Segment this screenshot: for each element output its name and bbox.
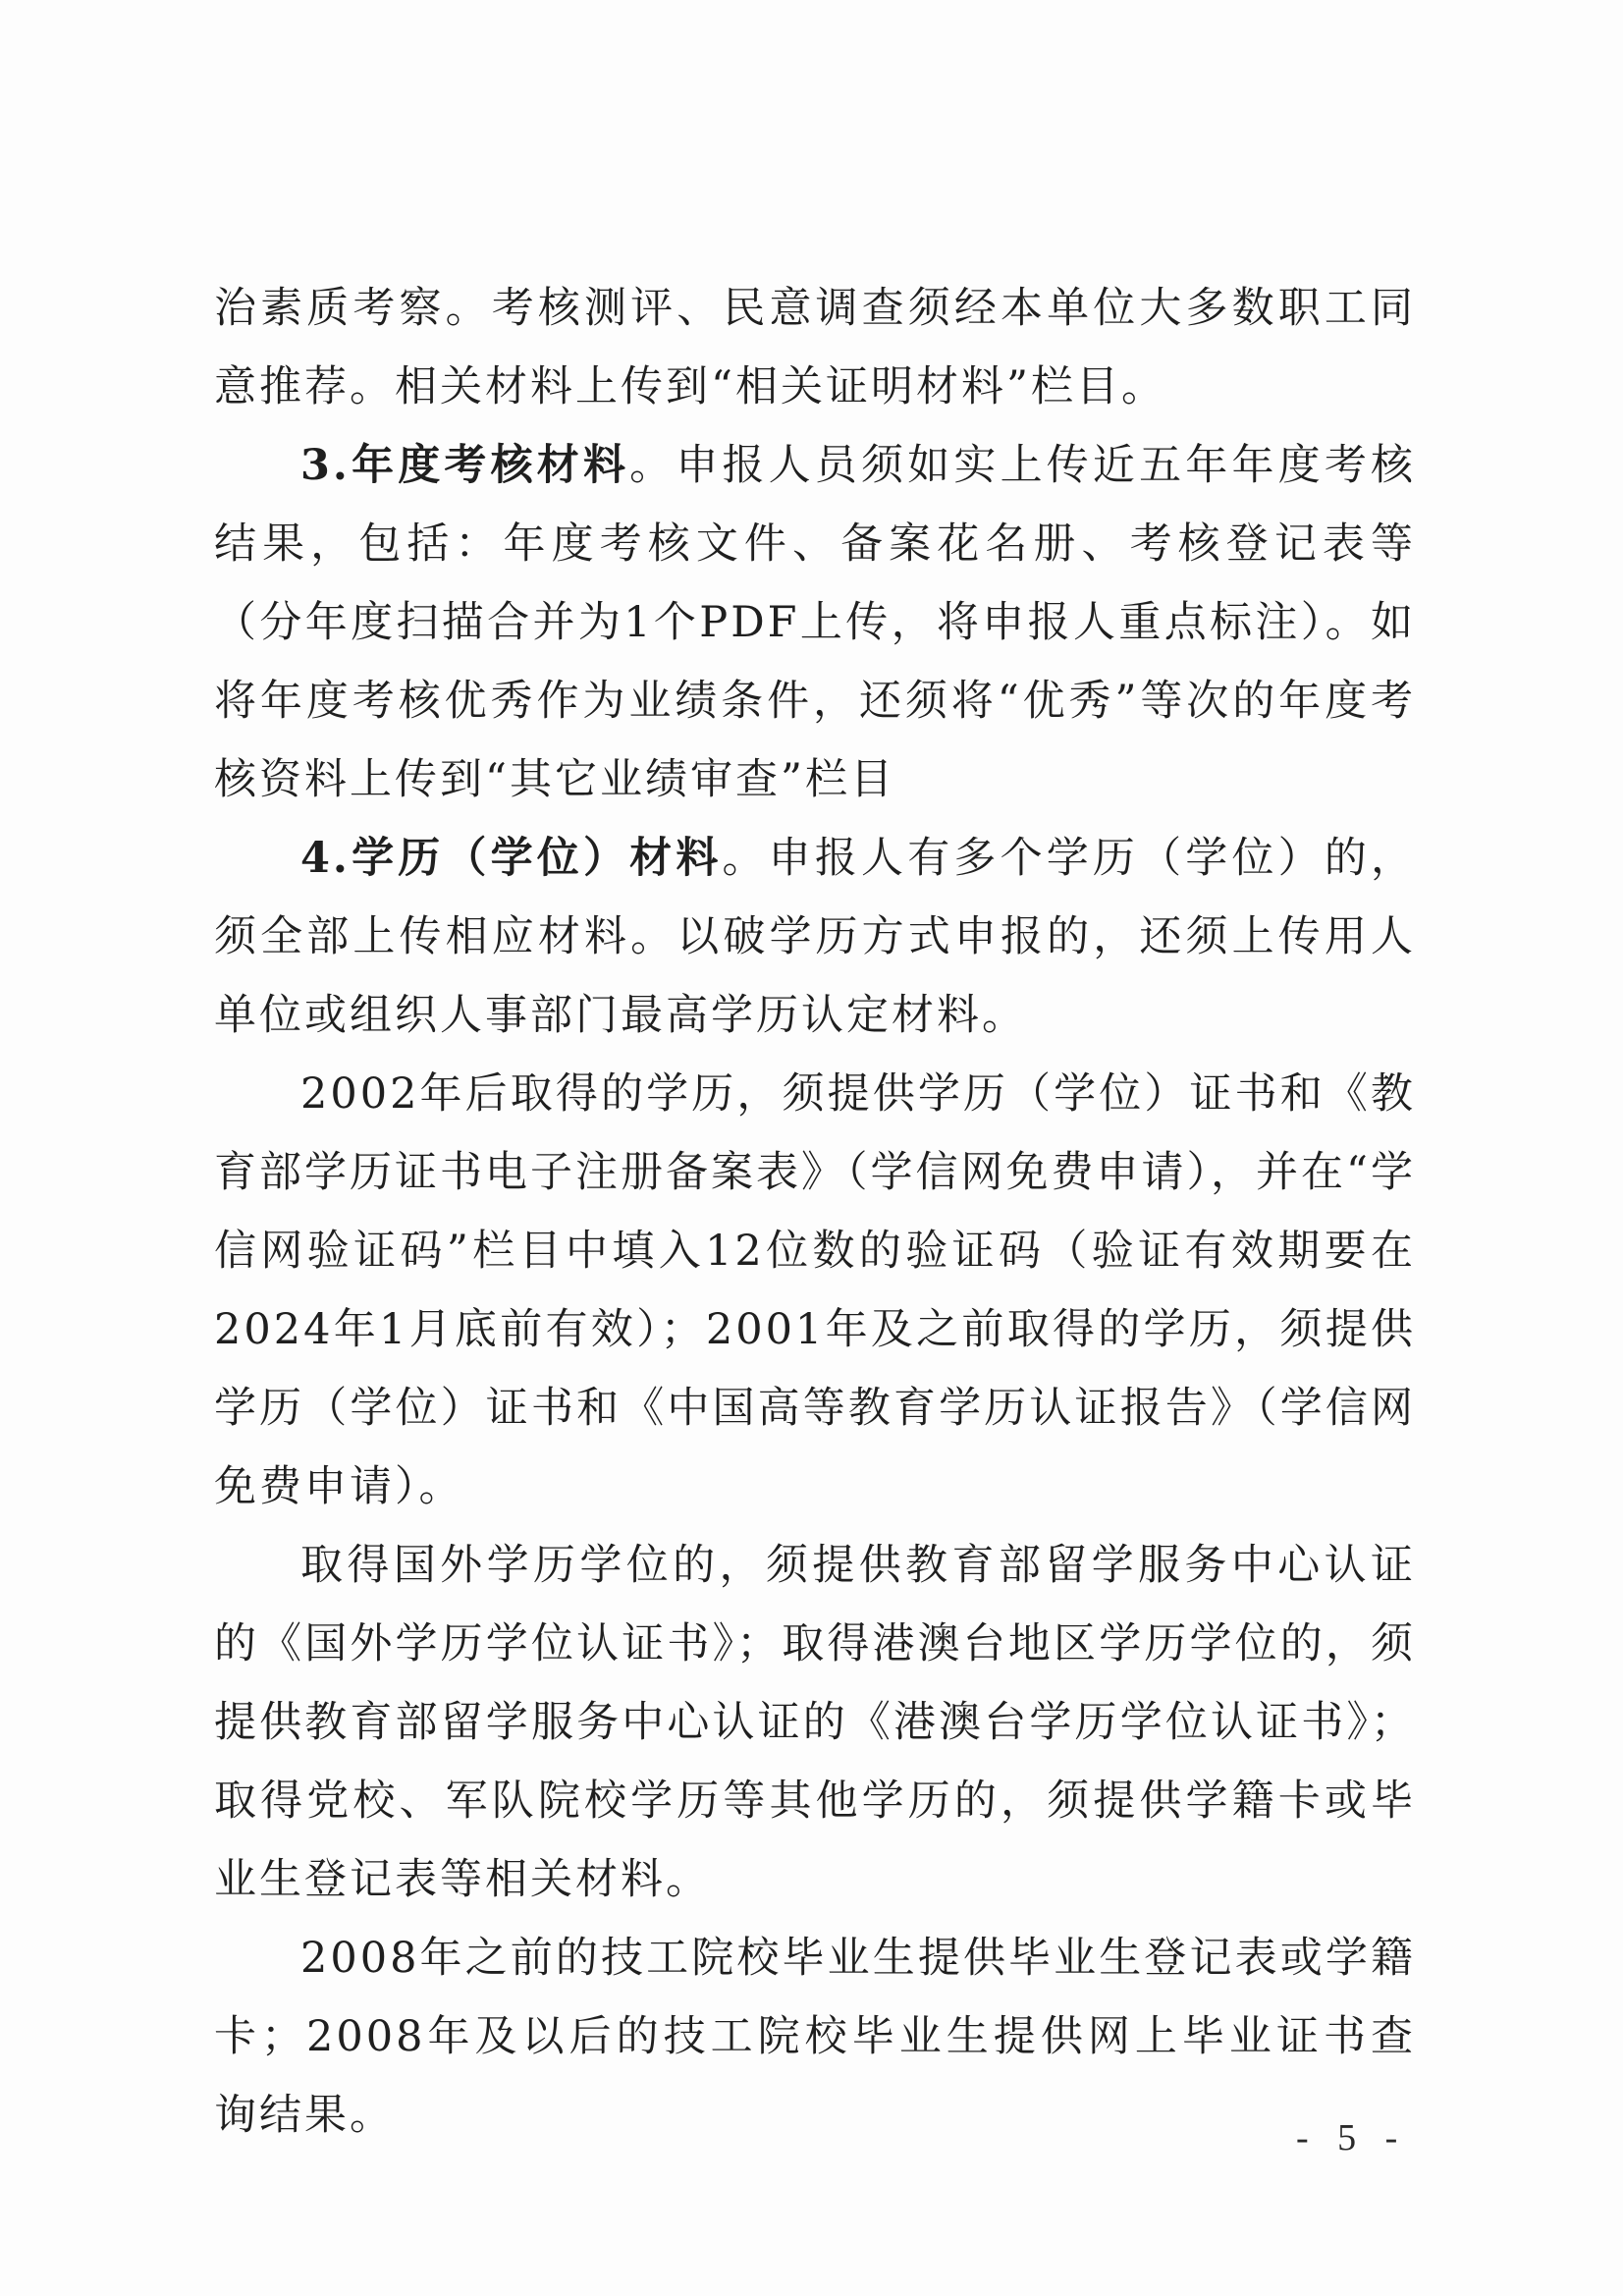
paragraph-text: 2002年后取得的学历，须提供学历（学位）证书和《教育部学历证书电子注册备案表》（学信网免费申请），并在“学信网验证码”栏目中填入12位数的验证码（验证有效期要在2024年1月底前有效）；2001年及之前取得的学历，须提供学历（学位）证书和《中国高等教育学历认证报告》（学信网免费申请）。	[214, 1069, 1416, 1511]
paragraph-text: 。申报人有多个学历（学位）的，须全部上传相应材料。以破学历方式申报的，还须上传用人单位或组织人事部门最高学历认定材料。	[214, 834, 1417, 1040]
section-heading-education: 4.学历（学位）材料	[300, 834, 723, 883]
document-body	[214, 269, 1416, 2155]
paragraph-text: 取得国外学历学位的，须提供教育部留学服务中心认证的《国外学历学位认证书》；取得港澳台地区学历学位的，须提供教育部留学服务中心认证的《港澳台学历学位认证书》；取得党校、军队院校学历等其他学历的，须提供学籍卡或毕业生登记表等相关材料。	[214, 1541, 1416, 1904]
paragraph-continuation	[214, 269, 1416, 426]
paragraph-degree-2002	[214, 1055, 1416, 1526]
paragraph-text: 2008年之前的技工院校毕业生提供毕业生登记表或学籍卡；2008年及以后的技工院校毕业生提供网上毕业证书查询结果。	[214, 1934, 1416, 2140]
paragraph-text: 治素质考察。考核测评、民意调查须经本单位大多数职工同意推荐。相关材料上传到“相关证明材料”栏目。	[214, 284, 1416, 411]
paragraph-education-materials	[214, 819, 1416, 1055]
section-heading-annual-assessment: 3.年度考核材料	[300, 441, 630, 490]
paragraph-text: 。申报人员须如实上传近五年年度考核结果，包括：年度考核文件、备案花名册、考核登记表等（分年度扫描合并为1个PDF上传，将申报人重点标注）。如将年度考核优秀作为业绩条件，还须将“优秀”等次的年度考核资料上传到“其它业绩审查”栏目	[214, 441, 1416, 804]
paragraph-foreign-degree	[214, 1526, 1416, 1919]
paragraph-technical-school	[214, 1919, 1416, 2155]
page-number: - 5 -	[1296, 2117, 1408, 2159]
paragraph-annual-assessment	[214, 426, 1416, 819]
